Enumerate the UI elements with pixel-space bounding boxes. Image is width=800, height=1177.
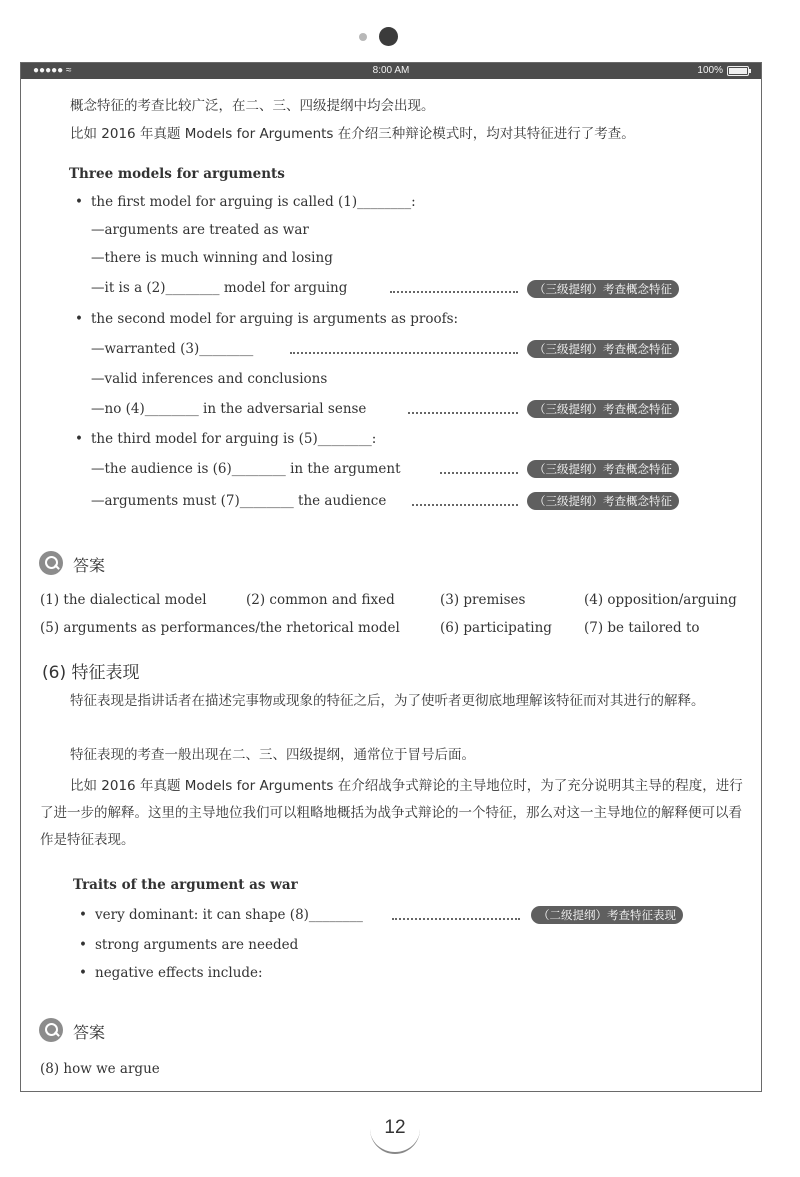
answer-item: (4) opposition/arguing — [584, 592, 737, 608]
answer-item: (5) arguments as performances/the rhetorical model — [40, 620, 400, 636]
answer-heading: 答案 — [73, 556, 106, 575]
tag-badge: （二级提纲）考查特征表现 — [531, 906, 683, 924]
outline-1-line: • the first model for arguing is called (1)________: — [91, 194, 416, 210]
outline-2-line: • negative effects include: — [95, 965, 263, 981]
outline-1-line: —there is much winning and losing — [91, 250, 333, 266]
outline-1-line: —arguments must (7)________ the audience — [91, 493, 387, 509]
answer-item: (1) the dialectical model — [40, 592, 207, 608]
section-title: (6) 特征表现 — [42, 663, 140, 683]
outline-1-line: —no (4)________ in the adversarial sense — [91, 401, 367, 417]
answer-item: (3) premises — [440, 592, 526, 608]
section-paragraph: 特征表现的考查一般出现在二、三、四级提纲，通常位于冒号后面。 — [70, 747, 475, 763]
intro-line-2: 比如 2016 年真题 Models for Arguments 在介绍三种辩论模式时，均对其特征进行了考查。 — [70, 126, 635, 142]
battery-percent: 100% — [697, 65, 723, 76]
answer-item: (8) how we argue — [40, 1061, 160, 1077]
answer-item: (2) common and fixed — [246, 592, 395, 608]
camera-lens — [379, 27, 398, 46]
leader-dots — [440, 472, 518, 474]
tag-badge: （三级提纲）考查概念特征 — [527, 340, 679, 358]
tag-badge: （三级提纲）考查概念特征 — [527, 280, 679, 298]
outline-2-title: Traits of the argument as war — [73, 877, 298, 893]
magnifier-icon — [39, 1018, 63, 1042]
outline-2-line: • strong arguments are needed — [95, 937, 298, 953]
outline-2-line: • very dominant: it can shape (8)________ — [95, 907, 363, 923]
page-number: 12 — [370, 1104, 420, 1154]
answer-item: (6) participating — [440, 620, 552, 636]
status-bar — [21, 63, 761, 79]
tag-badge: （三级提纲）考查概念特征 — [527, 400, 679, 418]
section-paragraph: 比如 2016 年真题 Models for Arguments 在介绍战争式辩论的主导地位时，为了充分说明其主导的程度，进行了进一步的解释。这里的主导地位我们可以粗略地概括为战争式辩论的一个特征，那么对这一主导地位的解释便可以看作是特征表现。 — [40, 778, 743, 848]
sensor-dot — [359, 33, 367, 41]
outline-1-line: —warranted (3)________ — [91, 341, 254, 357]
device-camera — [0, 27, 800, 47]
tag-badge: （三级提纲）考查概念特征 — [527, 460, 679, 478]
outline-1-line: —arguments are treated as war — [91, 222, 309, 238]
leader-dots — [412, 504, 518, 506]
intro-line-1: 概念特征的考查比较广泛，在二、三、四级提纲中均会出现。 — [70, 98, 435, 114]
outline-1-line: • the third model for arguing is (5)________: — [91, 431, 376, 447]
section-paragraph: 特征表现是指讲话者在描述完事物或现象的特征之后，为了使听者更彻底地理解该特征而对其进行的解释。 — [70, 693, 705, 709]
outline-1-line: • the second model for arguing is arguments as proofs: — [91, 311, 458, 327]
answer-heading: 答案 — [73, 1023, 106, 1042]
leader-dots — [408, 412, 518, 414]
status-time: 8:00 AM — [372, 65, 410, 76]
answer-item: (7) be tailored to — [584, 620, 700, 636]
leader-dots — [290, 352, 518, 354]
signal-icon: ●●●●● ≈ — [33, 65, 72, 76]
magnifier-icon — [39, 551, 63, 575]
leader-dots — [390, 291, 518, 293]
outline-1-line: —it is a (2)________ model for arguing — [91, 280, 348, 296]
tag-badge: （三级提纲）考查概念特征 — [527, 492, 679, 510]
leader-dots — [392, 918, 520, 920]
outline-1-line: —the audience is (6)________ in the argument — [91, 461, 401, 477]
outline-1-title: Three models for arguments — [69, 166, 285, 182]
battery-icon — [727, 66, 749, 76]
outline-1-line: —valid inferences and conclusions — [91, 371, 328, 387]
